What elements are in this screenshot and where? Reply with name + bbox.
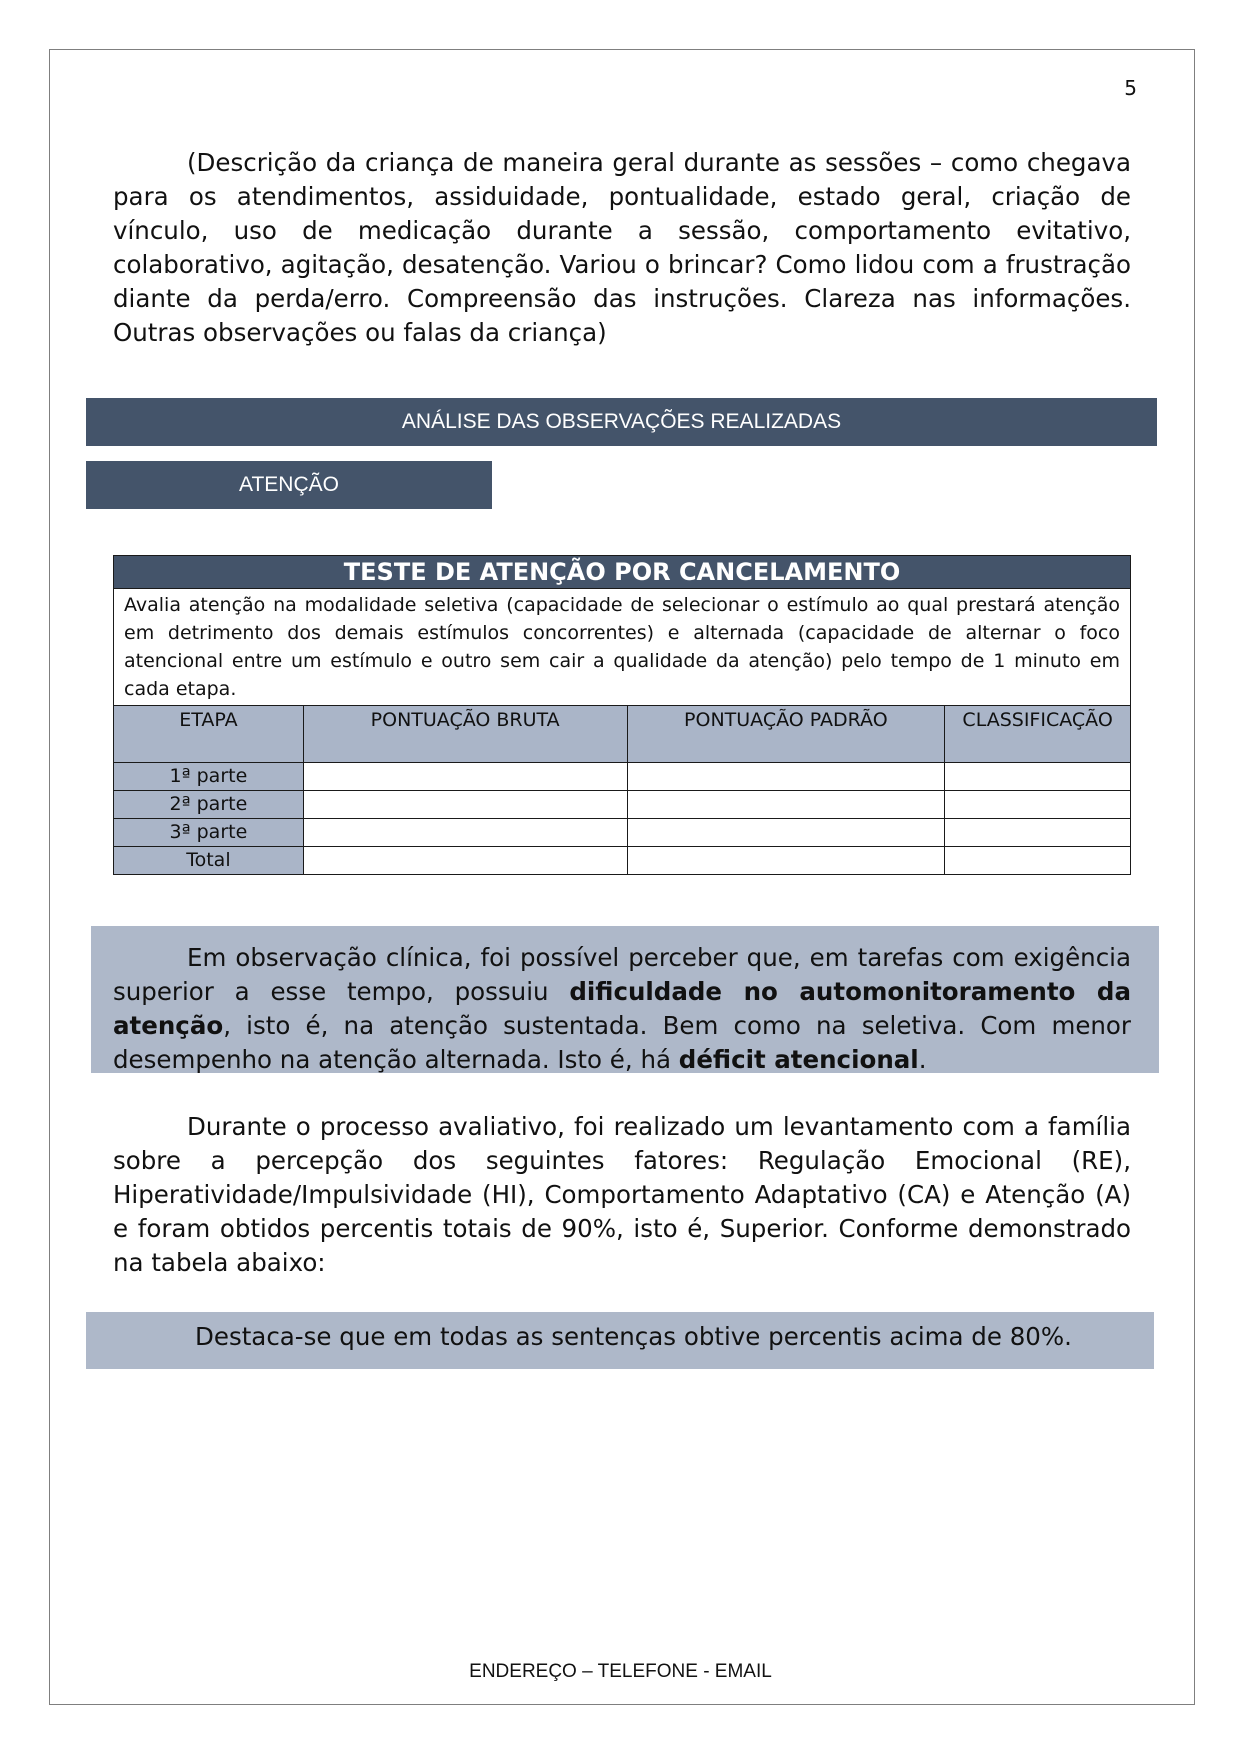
table-cell	[303, 847, 627, 875]
table-cell	[303, 763, 627, 791]
footer: ENDEREÇO – TELEFONE - EMAIL	[469, 1661, 772, 1682]
observation-text: .	[918, 1045, 927, 1074]
test-title: TESTE DE ATENÇÃO POR CANCELAMENTO	[114, 556, 1131, 589]
table-cell	[627, 819, 945, 847]
observation-paragraph	[113, 941, 1131, 1077]
observation-text: , isto é, na atenção sustentada. Bem como na seletiva. Com menor desempenho na atenção alternada. Isto é, há	[113, 1011, 1131, 1074]
table-cell	[945, 763, 1131, 791]
header-pontuacao-bruta: PONTUAÇÃO BRUTA	[303, 706, 627, 763]
table-cell	[627, 763, 945, 791]
row-label: 3ª parte	[114, 819, 304, 847]
note-text: Destaca-se que em todas as sentenças obtive percentis acima de 80%.	[195, 1322, 1072, 1351]
intro-paragraph: (Descrição da criança de maneira geral durante as sessões – como chegava para os atendimentos, assiduidade, pontualidade, estado geral, criação de vínculo, uso de medicação durante a sessão, comportamento evitativo, colaborativo, agitação, desatenção. Variou o brincar? Como lidou com a frustração diante da perda/erro. Compreensão das instruções. Clareza nas informações. Outras observações ou falas da criança)	[113, 148, 1131, 347]
row-label: 1ª parte	[114, 763, 304, 791]
page-number: 5	[1124, 76, 1137, 100]
section-title: ANÁLISE DAS OBSERVAÇÕES REALIZADAS	[86, 398, 1157, 446]
attention-test-table	[113, 555, 1131, 875]
subsection-title: ATENÇÃO	[86, 461, 492, 509]
note-box	[86, 1312, 1154, 1369]
table-cell	[303, 819, 627, 847]
observation-emphasis: déficit atencional	[678, 1045, 919, 1074]
table-cell	[627, 791, 945, 819]
header-etapa: ETAPA	[114, 706, 304, 763]
observation-text: Em observação clínica, foi possível perceber que, em tarefas com exigência superior a esse tempo, possuiu	[113, 943, 1131, 1006]
row-label: 2ª parte	[114, 791, 304, 819]
row-label: Total	[114, 847, 304, 875]
observation-emphasis: dificuldade no automonitoramento da atenção	[113, 977, 1131, 1040]
table-cell	[945, 847, 1131, 875]
table-cell	[303, 791, 627, 819]
table-cell	[945, 819, 1131, 847]
header-pontuacao-padrao: PONTUAÇÃO PADRÃO	[627, 706, 945, 763]
observation-box	[91, 926, 1159, 1073]
table-cell	[945, 791, 1131, 819]
header-classificacao: CLASSIFICAÇÃO	[945, 706, 1131, 763]
test-description: Avalia atenção na modalidade seletiva (capacidade de selecionar o estímulo ao qual prestará atenção em detrimento dos demais estímulos concorrentes) e alternada (capacidade de alternar o foco atencional entre um estímulo e outro sem cair a qualidade da atenção) pelo tempo de 1 minuto em cada etapa.	[114, 589, 1131, 706]
table-cell	[627, 847, 945, 875]
family-paragraph: Durante o processo avaliativo, foi realizado um levantamento com a família sobre a percepção dos seguintes fatores: Regulação Emocional (RE), Hiperatividade/Impulsividade (HI), Comportamento Adaptativo (CA) e Atenção (A) e foram obtidos percentis totais de 90%, isto é, Superior. Conforme demonstrado na tabela abaixo:	[113, 1112, 1131, 1277]
